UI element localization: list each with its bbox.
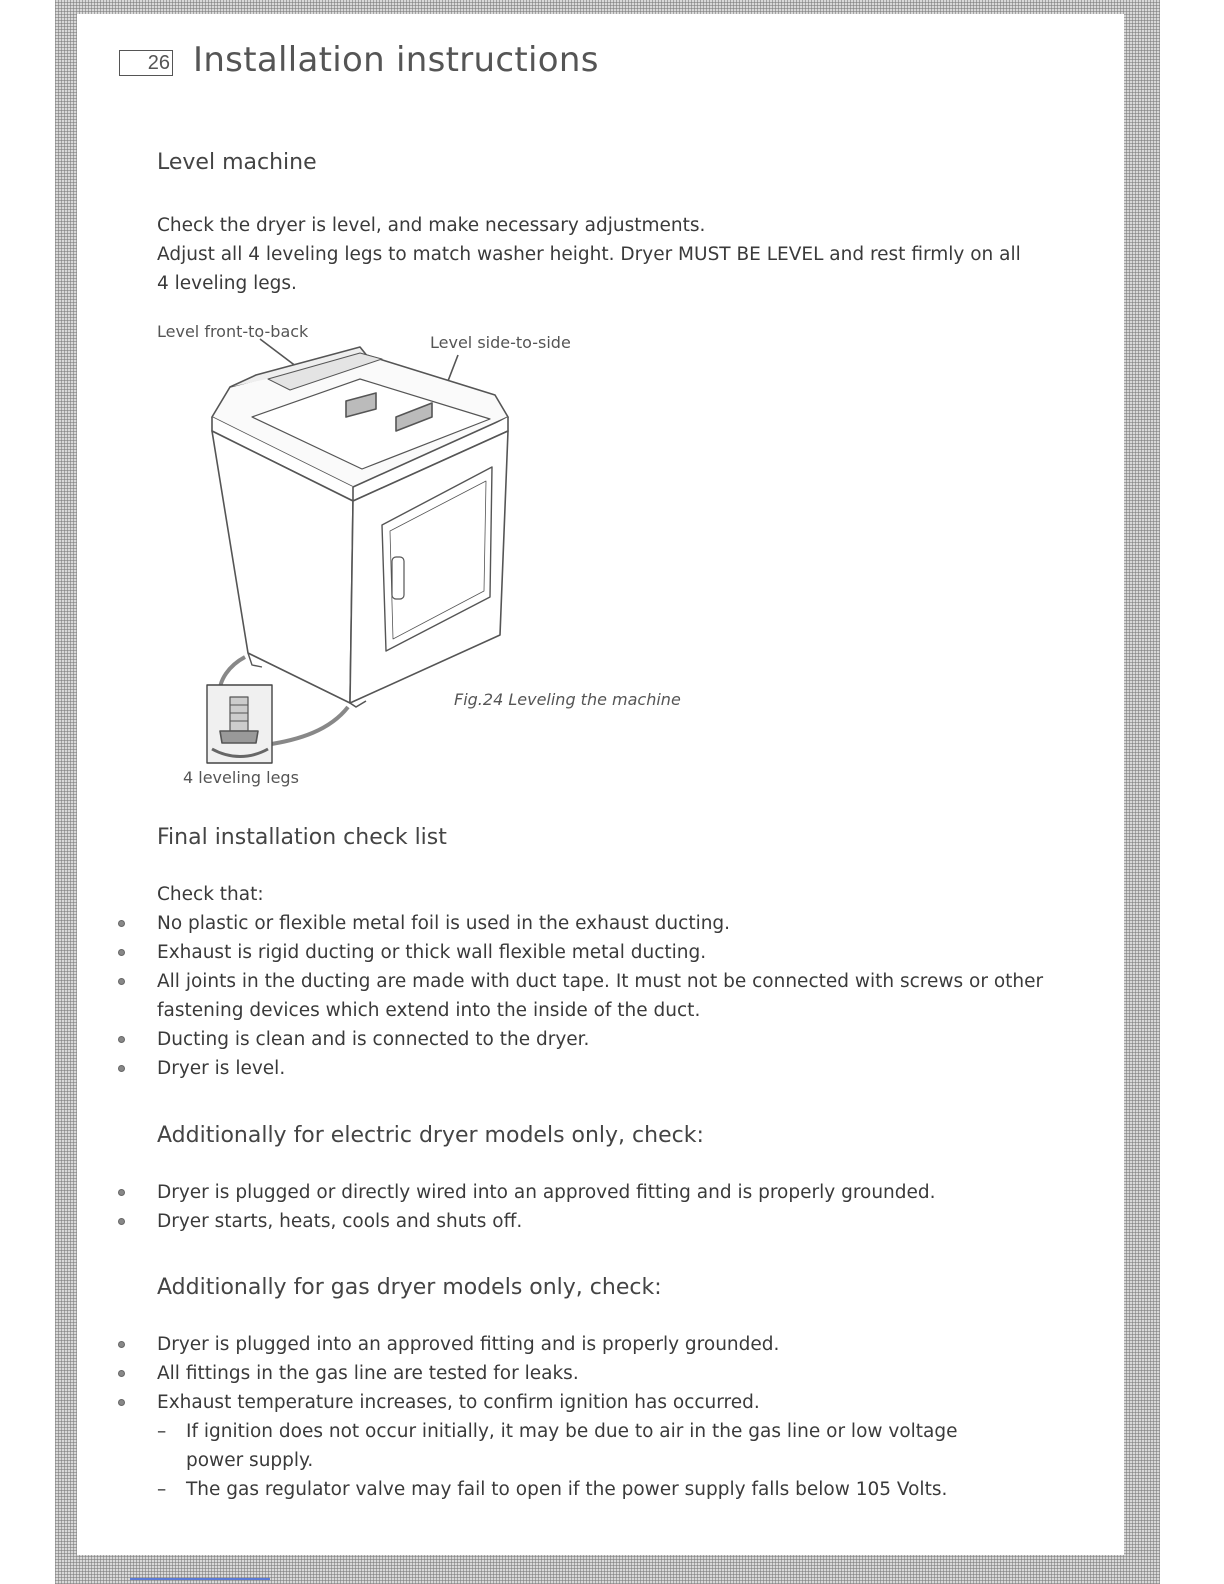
- bullet-icon: [118, 1370, 125, 1377]
- text-line: Adjust all 4 leveling legs to match washer height. Dryer MUST BE LEVEL and rest firmly on all: [157, 244, 1021, 265]
- level-machine-text: [157, 211, 1021, 298]
- gas-heading: Additionally for gas dryer models only, check:: [157, 1275, 662, 1300]
- page-number: 26: [119, 50, 173, 76]
- bullet-icon: [118, 1065, 125, 1072]
- list-item: Exhaust temperature increases, to confirm ignition has occurred. – If ignition does not occur initially, it may be due to air in the gas line or low voltage power supply. – The gas regulator valve may fail to open if the power supply falls below 105 Volts.: [0, 1388, 958, 1504]
- list-item: All fittings in the gas line are tested for leaks.: [0, 1359, 958, 1388]
- level-machine-heading: Level machine: [157, 150, 317, 175]
- text-line: Check the dryer is level, and make necessary adjustments.: [157, 215, 706, 236]
- list-item: No plastic or flexible metal foil is used in the exhaust ducting.: [0, 909, 1043, 938]
- label-front-to-back: Level front-to-back: [157, 322, 309, 341]
- dash-marker: –: [157, 1479, 167, 1500]
- figure-caption: Fig.24 Leveling the machine: [454, 690, 681, 709]
- dryer-illustration: [190, 335, 530, 775]
- label-leveling-legs: 4 leveling legs: [183, 768, 299, 787]
- electric-list: [0, 1178, 936, 1236]
- bullet-icon: [118, 1399, 125, 1406]
- label-side-to-side: Level side-to-side: [430, 333, 571, 352]
- bottom-link-underline: [130, 1578, 270, 1580]
- text-line: 4 leveling legs.: [157, 273, 297, 294]
- final-check-list: [0, 909, 1043, 1083]
- electric-heading: Additionally for electric dryer models only, check:: [157, 1123, 704, 1148]
- bullet-icon: [118, 978, 125, 985]
- bullet-icon: [118, 949, 125, 956]
- bullet-icon: [118, 1341, 125, 1348]
- gas-list: [0, 1330, 958, 1504]
- bullet-icon: [118, 1218, 125, 1225]
- list-item: Exhaust is rigid ducting or thick wall flexible metal ducting.: [0, 938, 1043, 967]
- list-item: All joints in the ducting are made with duct tape. It must not be connected with screws or other fastening devices which extend into the inside of the duct.: [0, 967, 1043, 1025]
- bullet-icon: [118, 1036, 125, 1043]
- final-check-intro: Check that:: [157, 884, 264, 905]
- list-item: Dryer is plugged into an approved fitting and is properly grounded.: [0, 1330, 958, 1359]
- sub-item: – If ignition does not occur initially, it may be due to air in the gas line or low voltage power supply.: [157, 1417, 958, 1475]
- bullet-icon: [118, 1189, 125, 1196]
- list-item: Dryer is level.: [0, 1054, 1043, 1083]
- list-item: Ducting is clean and is connected to the dryer.: [0, 1025, 1043, 1054]
- dash-marker: –: [157, 1421, 167, 1442]
- list-item: Dryer is plugged or directly wired into an approved fitting and is properly grounded.: [0, 1178, 936, 1207]
- page-title: Installation instructions: [193, 40, 599, 80]
- bullet-icon: [118, 920, 125, 927]
- sub-item: – The gas regulator valve may fail to open if the power supply falls below 105 Volts.: [157, 1475, 958, 1504]
- list-item: Dryer starts, heats, cools and shuts off.: [0, 1207, 936, 1236]
- final-check-heading: Final installation check list: [157, 825, 447, 850]
